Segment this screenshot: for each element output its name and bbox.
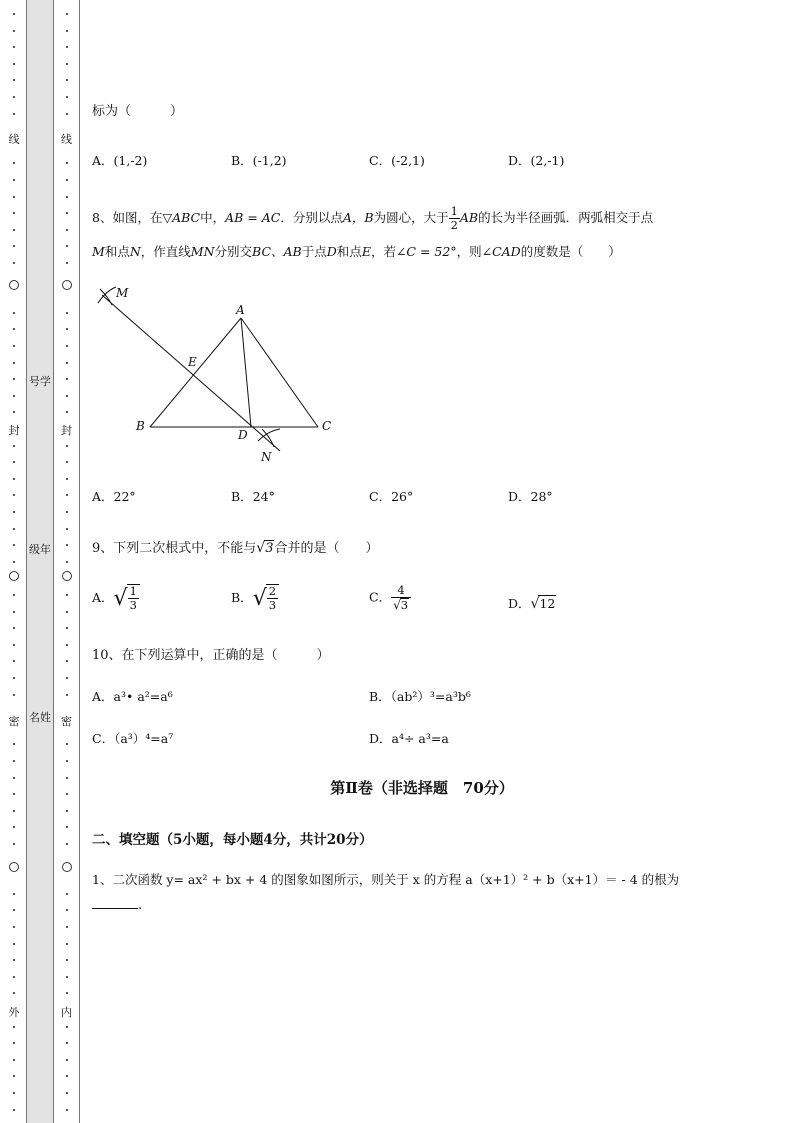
q9-option-b: B．√ $\frac{2}{3}$: [231, 584, 279, 612]
q10-option-c: C．（a³）⁴=a⁷: [92, 731, 174, 746]
q7-tail: 标为（ ）: [92, 104, 184, 119]
inner-gutter-mark: 线: [61, 133, 72, 146]
q9-stem: 9、下列二次根式中，不能与√3合并的是（ ）: [92, 540, 379, 556]
inner-gutter-dot: [66, 511, 68, 513]
outer-gutter-dot: [13, 445, 15, 447]
outer-gutter-dot: [13, 793, 15, 795]
inner-gutter-dot: [66, 63, 68, 65]
outer-gutter-dot: [13, 893, 15, 895]
outer-gutter-dot: [13, 1075, 15, 1077]
inner-gutter-dot: [66, 909, 68, 911]
fraction-half: $\frac{1}{2}$: [450, 204, 458, 232]
outer-gutter-dot: [13, 660, 15, 662]
inner-gutter-dot: [66, 13, 68, 15]
inner-gutter-dot: [66, 1026, 68, 1028]
outer-gutter-dot: [13, 345, 15, 347]
inner-gutter-dot: [66, 262, 68, 264]
outer-gutter-dot: [13, 328, 15, 330]
inner-gutter-dot: [66, 245, 68, 247]
label-a: A: [236, 303, 245, 317]
q10-option-d: D．a⁴÷ a³=a: [369, 731, 449, 746]
arc-m2: [100, 289, 112, 305]
inner-gutter-dot: [66, 644, 68, 646]
outer-gutter-dot: [13, 179, 15, 181]
label-d: D: [238, 428, 248, 442]
outer-gutter-dot: [13, 229, 15, 231]
outer-gutter-dot: [13, 760, 15, 762]
inner-gutter-dot: [66, 959, 68, 961]
outer-gutter-mark: 封: [8, 424, 20, 437]
outer-gutter-dot: [13, 976, 15, 978]
inner-gutter-dot: [66, 378, 68, 380]
inner-gutter-circle: [62, 862, 72, 872]
inner-gutter-dot: [66, 1059, 68, 1061]
outer-gutter-dot: [13, 627, 15, 629]
triangle-figure: [94, 281, 344, 466]
inner-gutter-dot: [66, 1042, 68, 1044]
inner-gutter-dot: [66, 694, 68, 696]
inner-gutter-dot: [66, 212, 68, 214]
inner-gutter-dot: [66, 544, 68, 546]
inner-gutter-dot: [66, 312, 68, 314]
outer-gutter-circle: [9, 862, 19, 872]
inner-gutter-dot: [66, 1092, 68, 1094]
q8-option-c: C．26°: [369, 489, 414, 504]
outer-gutter-dot: [13, 943, 15, 945]
outer-gutter-dot: [13, 959, 15, 961]
outer-gutter-dot: [13, 79, 15, 81]
inner-gutter-dot: [66, 30, 68, 32]
outer-gutter-dot: [13, 113, 15, 115]
outer-gutter-dot: [13, 594, 15, 596]
q8-stem-line1: 8、如图，在▽ABC中，AB = AC．分别以点A，B为圆心，大于 $\frac{1}{2}$ AB的长为半径画弧．两弧相交于点: [92, 204, 654, 232]
inner-gutter-dot: [66, 926, 68, 928]
inner-gutter-dot: [66, 677, 68, 679]
outer-gutter-dot: [13, 1059, 15, 1061]
q10-option-a: A．a³• a²=a⁶: [92, 689, 173, 704]
outer-gutter-dot: [13, 395, 15, 397]
outer-gutter-dot: [13, 511, 15, 513]
outer-gutter-dot: [13, 312, 15, 314]
inner-gutter-dot: [66, 1109, 68, 1111]
side-ac: [241, 318, 318, 427]
inner-gutter-dot: [66, 345, 68, 347]
outer-gutter-mark: 密: [8, 715, 20, 728]
inner-gutter-dot: [66, 461, 68, 463]
outer-gutter-dot: [13, 611, 15, 613]
student-number-label: 号学: [29, 375, 51, 388]
outer-gutter-dot: [13, 411, 15, 413]
inner-gutter-dot: [66, 229, 68, 231]
q8-option-b: B．24°: [231, 489, 275, 504]
outer-gutter-dot: [13, 494, 15, 496]
inner-gutter-dot: [66, 843, 68, 845]
binding-gutter-outer: [0, 0, 28, 1123]
inner-gutter-dot: [66, 328, 68, 330]
segment-ad: [241, 318, 251, 427]
outer-gutter-dot: [13, 362, 15, 364]
q7-option-d: D．(2,-1): [508, 153, 565, 168]
inner-gutter-dot: [66, 395, 68, 397]
outer-gutter-dot: [13, 196, 15, 198]
inner-gutter-circle: [62, 571, 72, 581]
outer-gutter-dot: [13, 826, 15, 828]
inner-gutter-dot: [66, 494, 68, 496]
inner-gutter-dot: [66, 411, 68, 413]
inner-gutter-dot: [66, 179, 68, 181]
inner-gutter-dot: [66, 79, 68, 81]
outer-gutter-dot: [13, 478, 15, 480]
q9-option-d: D．√12: [508, 596, 556, 612]
inner-gutter-dot: [66, 627, 68, 629]
inner-gutter-mark: 封: [61, 424, 72, 437]
inner-gutter-dot: [66, 893, 68, 895]
inner-gutter-dot: [66, 660, 68, 662]
inner-gutter-dot: [66, 362, 68, 364]
inner-gutter-dot: [66, 162, 68, 164]
outer-gutter-dot: [13, 561, 15, 563]
outer-gutter-dot: [13, 245, 15, 247]
inner-gutter-dot: [66, 445, 68, 447]
grade-label: 级年: [29, 543, 51, 556]
outer-gutter-mark: 外: [8, 1006, 20, 1019]
outer-gutter-dot: [13, 13, 15, 15]
inner-gutter-dot: [66, 1075, 68, 1077]
line-mn: [102, 295, 280, 451]
q9-option-a: A．√ $\frac{1}{3}$: [92, 584, 140, 612]
inner-gutter-dot: [66, 528, 68, 530]
outer-gutter-dot: [13, 461, 15, 463]
outer-gutter-mark: 线: [8, 133, 20, 146]
q9-option-c: C． $\frac{4}{√3}$: [369, 584, 411, 612]
inner-gutter-dot: [66, 793, 68, 795]
q8-option-a: A．22°: [92, 489, 136, 504]
inner-gutter-dot: [66, 976, 68, 978]
outer-gutter-dot: [13, 262, 15, 264]
outer-gutter-dot: [13, 694, 15, 696]
outer-gutter-dot: [13, 743, 15, 745]
outer-gutter-dot: [13, 30, 15, 32]
outer-gutter-dot: [13, 96, 15, 98]
q10-stem: 10、在下列运算中，正确的是（ ）: [92, 648, 330, 663]
fill1-answer-line: .: [92, 898, 142, 913]
student-info-strip: [26, 0, 54, 1123]
label-n: N: [261, 450, 272, 464]
answer-blank[interactable]: [92, 898, 138, 909]
outer-gutter-dot: [13, 677, 15, 679]
outer-gutter-circle: [9, 280, 19, 290]
outer-gutter-dot: [13, 162, 15, 164]
inner-gutter-dot: [66, 943, 68, 945]
inner-gutter-dot: [66, 594, 68, 596]
inner-gutter-mark: 内: [61, 1006, 72, 1019]
q7-option-a: A．(1,-2): [92, 153, 148, 168]
outer-gutter-dot: [13, 46, 15, 48]
side-ab: [150, 318, 241, 427]
inner-gutter-dot: [66, 96, 68, 98]
outer-gutter-dot: [13, 992, 15, 994]
q8-option-d: D．28°: [508, 489, 553, 504]
inner-gutter-dot: [66, 196, 68, 198]
q7-option-c: C．(-2,1): [369, 153, 425, 168]
label-b: B: [136, 419, 145, 433]
inner-gutter-mark: 密: [61, 715, 72, 728]
outer-gutter-dot: [13, 528, 15, 530]
outer-gutter-dot: [13, 1092, 15, 1094]
inner-gutter-circle: [62, 280, 72, 290]
inner-gutter-dot: [66, 478, 68, 480]
outer-gutter-dot: [13, 909, 15, 911]
label-e: E: [188, 355, 197, 369]
outer-gutter-dot: [13, 1026, 15, 1028]
outer-gutter-dot: [13, 63, 15, 65]
inner-gutter-dot: [66, 46, 68, 48]
binding-gutter-inner: [54, 0, 80, 1123]
inner-gutter-dot: [66, 743, 68, 745]
q8-stem-line2: M和点N，作直线MN分别交BC、AB于点D和点E，若∠C = 52°，则∠CAD的度数是（ ）: [92, 244, 621, 259]
inner-gutter-dot: [66, 826, 68, 828]
fill-in-heading: 二、填空题（5小题，每小题4分，共计20分）: [92, 832, 373, 848]
outer-gutter-dot: [13, 544, 15, 546]
outer-gutter-dot: [13, 644, 15, 646]
inner-gutter-dot: [66, 777, 68, 779]
outer-gutter-dot: [13, 1109, 15, 1111]
outer-gutter-dot: [13, 810, 15, 812]
inner-gutter-dot: [66, 113, 68, 115]
fill1-stem: 1、二次函数 y= ax² + bx + 4 的图象如图所示，则关于 x 的方程 a（x+1）² + b（x+1）＝ - 4 的根为: [92, 872, 680, 887]
inner-gutter-dot: [66, 611, 68, 613]
inner-gutter-dot: [66, 760, 68, 762]
inner-gutter-dot: [66, 561, 68, 563]
q7-option-b: B．(-1,2): [231, 153, 287, 168]
outer-gutter-dot: [13, 926, 15, 928]
label-c: C: [322, 419, 332, 433]
outer-gutter-circle: [9, 571, 19, 581]
name-label: 名姓: [29, 711, 51, 724]
inner-gutter-dot: [66, 992, 68, 994]
outer-gutter-dot: [13, 843, 15, 845]
outer-gutter-dot: [13, 777, 15, 779]
outer-gutter-dot: [13, 378, 15, 380]
outer-gutter-dot: [13, 1042, 15, 1044]
label-m: M: [116, 286, 129, 300]
q10-option-b: B．（ab²）³=a³b⁶: [369, 689, 471, 704]
outer-gutter-dot: [13, 212, 15, 214]
section-title: 第Ⅱ卷（非选择题 70分）: [330, 779, 514, 797]
inner-gutter-dot: [66, 810, 68, 812]
